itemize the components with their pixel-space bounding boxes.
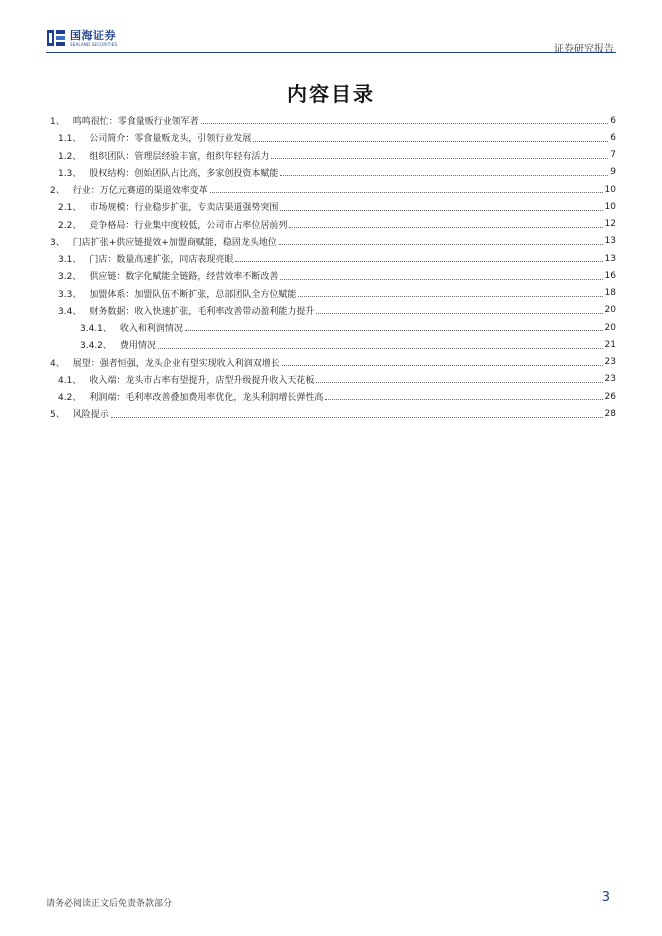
toc-dot-leader	[325, 398, 602, 400]
toc-entry-page: 10	[604, 184, 616, 195]
toc-entry-title: 加盟体系：加盟队伍不断扩张，总部团队全方位赋能	[89, 289, 297, 300]
toc-entry[interactable]	[50, 267, 616, 284]
toc-dot-leader	[316, 381, 602, 383]
toc-entry[interactable]	[50, 371, 616, 388]
toc-entry-number: 2、	[50, 186, 65, 197]
toc-dot-leader	[282, 364, 603, 366]
toc-entry[interactable]	[50, 302, 616, 319]
toc-entry-number: 3.1、	[58, 255, 82, 266]
toc-entry[interactable]	[50, 388, 616, 405]
toc-dot-leader	[298, 295, 602, 297]
toc-dot-leader	[279, 243, 603, 245]
toc-dot-leader	[158, 347, 603, 349]
toc-entry-title: 市场规模：行业稳步扩张，专卖店渠道强势突围	[89, 203, 279, 214]
toc-entry-number: 4.2、	[58, 393, 82, 404]
toc-entry[interactable]	[50, 164, 616, 181]
toc-entry-number: 3.4.2、	[80, 341, 112, 352]
toc-entry-title: 收入端：龙头市占率有望提升，店型升级提升收入天花板	[89, 375, 315, 386]
toc-entry-page: 10	[604, 201, 616, 212]
toc-dot-leader	[316, 312, 602, 314]
toc-dot-leader	[280, 209, 602, 211]
toc-dot-leader	[271, 157, 608, 159]
toc-entry-title: 竞争格局：行业集中度较低，公司市占率位居前列	[89, 220, 288, 231]
toc-entry-number: 3、	[50, 237, 65, 248]
table-of-contents	[50, 112, 616, 423]
toc-entry-page: 23	[604, 374, 616, 385]
toc-entry-number: 4、	[50, 358, 65, 369]
toc-entry-title: 行业：万亿元赛道的渠道效率变革	[72, 186, 208, 197]
toc-entry-title: 股权结构：创始团队占比高，多家创投资本赋能	[89, 168, 279, 179]
toc-entry-page: 6	[610, 132, 616, 143]
toc-entry-page: 16	[604, 270, 616, 281]
toc-entry[interactable]	[50, 129, 616, 146]
report-type-label: 证券研究报告	[554, 44, 614, 55]
toc-entry[interactable]	[50, 181, 616, 198]
toc-entry-number: 3.4.1、	[80, 324, 112, 335]
toc-entry-number: 1、	[50, 117, 65, 128]
toc-entry-number: 2.2、	[58, 220, 82, 231]
toc-entry-number: 2.1、	[58, 203, 82, 214]
header-divider	[46, 52, 616, 53]
toc-entry-number: 5、	[50, 410, 65, 421]
toc-entry-page: 20	[604, 322, 616, 333]
toc-entry-title: 收入和利润情况	[119, 324, 183, 335]
toc-dot-leader	[235, 260, 602, 262]
toc-entry-number: 4.1、	[58, 375, 82, 386]
toc-entry-page: 13	[604, 236, 616, 247]
toc-entry-title: 利润端：毛利率改善叠加费用率优化，龙头利润增长弹性高	[89, 393, 324, 404]
toc-entry-number: 3.2、	[58, 272, 82, 283]
toc-dot-leader	[201, 122, 609, 124]
toc-dot-leader	[253, 140, 608, 142]
page-header	[0, 0, 662, 56]
toc-entry-number: 3.3、	[58, 289, 82, 300]
toc-entry[interactable]	[50, 233, 616, 250]
footer-disclaimer: 请务必阅读正文后免责条款部分	[46, 899, 173, 909]
toc-entry[interactable]	[50, 250, 616, 267]
toc-entry-page: 9	[610, 167, 616, 178]
toc-entry[interactable]	[50, 354, 616, 371]
toc-entry-title: 门店扩张+供应链提效+加盟商赋能，稳固龙头地位	[72, 237, 277, 248]
toc-entry-title: 供应链：数字化赋能全链路，经营效率不断改善	[89, 272, 279, 283]
toc-entry-title: 费用情况	[119, 341, 156, 352]
toc-dot-leader	[111, 416, 603, 418]
toc-entry-page: 23	[604, 357, 616, 368]
toc-entry-page: 13	[604, 253, 616, 264]
page-title: 内容目录	[287, 82, 375, 106]
toc-entry-page: 28	[604, 408, 616, 419]
toc-entry-title: 组织团队：管理层经验丰富，组织年轻有活力	[89, 151, 270, 162]
page-number: 3	[601, 890, 610, 905]
toc-entry-number: 1.1、	[58, 134, 82, 145]
toc-entry[interactable]	[50, 216, 616, 233]
toc-entry[interactable]	[50, 336, 616, 353]
logo-english-name: SEALAND SECURITIES	[70, 41, 118, 47]
toc-entry-number: 1.3、	[58, 168, 82, 179]
toc-dot-leader	[210, 191, 603, 193]
toc-entry[interactable]	[50, 285, 616, 302]
toc-entry-title: 财务数据：收入快速扩张，毛利率改善带动盈利能力提升	[89, 306, 315, 317]
toc-dot-leader	[280, 174, 608, 176]
toc-entry-title: 风险提示	[72, 410, 109, 421]
toc-dot-leader	[289, 226, 602, 228]
logo-chinese-name: 国海证券	[70, 28, 116, 42]
toc-dot-leader	[185, 329, 603, 331]
toc-dot-leader	[280, 278, 602, 280]
toc-entry-page: 26	[604, 391, 616, 402]
toc-entry[interactable]	[50, 112, 616, 129]
toc-entry-page: 12	[604, 219, 616, 230]
toc-entry-number: 3.4、	[58, 306, 82, 317]
company-logo	[46, 28, 117, 48]
toc-entry-page: 7	[610, 150, 616, 161]
toc-entry[interactable]	[50, 147, 616, 164]
toc-entry-page: 20	[604, 305, 616, 316]
toc-entry-number: 1.2、	[58, 151, 82, 162]
toc-entry-title: 公司简介：零食量贩龙头，引领行业发展	[89, 134, 252, 145]
toc-entry[interactable]	[50, 198, 616, 215]
toc-entry-title: 展望：强者恒强，龙头企业有望实现收入利润双增长	[72, 358, 280, 369]
toc-entry-title: 鸣鸣很忙：零食量贩行业领军者	[72, 117, 199, 128]
sealand-logo-icon	[46, 28, 66, 48]
toc-entry-page: 18	[604, 288, 616, 299]
toc-entry[interactable]	[50, 319, 616, 336]
toc-entry-title: 门店：数量高速扩张，同店表现亮眼	[89, 255, 234, 266]
toc-entry-page: 21	[604, 339, 616, 350]
toc-entry-page: 6	[610, 115, 616, 126]
toc-entry[interactable]	[50, 405, 616, 422]
